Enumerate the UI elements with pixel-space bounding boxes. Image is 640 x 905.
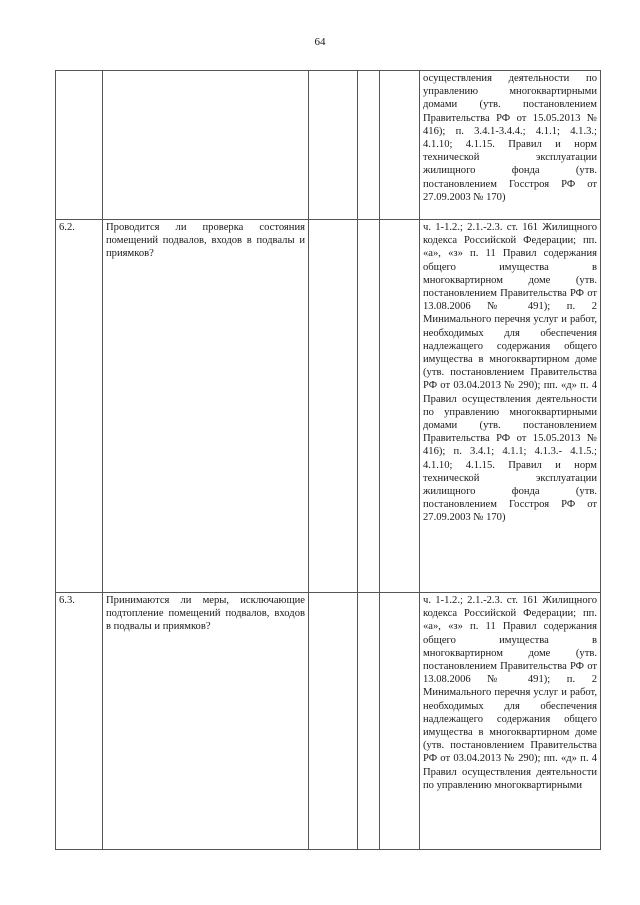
answer-no-cell	[358, 71, 380, 220]
table-row	[56, 593, 601, 850]
answer-na-cell	[380, 593, 420, 850]
answer-yes-cell	[309, 220, 358, 593]
checklist-table	[55, 70, 601, 850]
answer-yes-cell	[309, 71, 358, 220]
answer-na-cell	[380, 220, 420, 593]
legal-reference-cell: ч. 1-1.2.; 2.1.-2.3. ст. 161 Жилищного кодекса Российской Федерации; пп. «а», «з» п. 11 Правил содержания общего имущества в многоквартирном доме (утв. постановлением Правительства РФ от 13.08.2006 № 491); п. 2 Минимального перечня услуг и работ, необходимых для обеспечения надлежащего содержания общего имущества в многоквартирном доме (утв. постановлением Правительства РФ от 03.04.2013 № 290); пп. «д» п. 4 Правил осуществления деятельности по управлению многоквартирными домами (утв. постановлением Правительства РФ от 15.05.2013 № 416); п. 3.4.1; 4.1.1; 4.1.3.- 4.1.5.; 4.1.10; 4.1.15. Правил и норм технической эксплуатации жилищного фонда (утв. постановлением Госстроя РФ от 27.09.2003 № 170)	[420, 220, 601, 593]
answer-no-cell	[358, 593, 380, 850]
legal-reference-cell: осуществления деятельности по управлению многоквартирными домами (утв. постановлением Правительства РФ от 15.05.2013 № 416); п. 3.4.1-3.4.4.; 4.1.1; 4.1.3.; 4.1.10; 4.1.15. Правил и норм технической эксплуатации жилищного фонда (утв. постановлением Госстроя РФ от 27.09.2003 № 170)	[420, 71, 601, 220]
answer-na-cell	[380, 71, 420, 220]
page-number: 64	[314, 36, 326, 48]
table-row	[56, 71, 601, 220]
legal-reference-cell: ч. 1-1.2.; 2.1.-2.3. ст. 161 Жилищного кодекса Российской Федерации; пп. «а», «з» п. 11 Правил содержания общего имущества в многоквартирном доме (утв. постановлением Правительства РФ от 13.08.2006 № 491); п. 2 Минимального перечня услуг и работ, необходимых для обеспечения надлежащего содержания общего имущества в многоквартирном доме (утв. постановлением Правительства РФ от 03.04.2013 № 290); пп. «д» п. 4 Правил осуществления деятельности по управлению многоквартирными	[420, 593, 601, 850]
answer-no-cell	[358, 220, 380, 593]
table-row	[56, 220, 601, 593]
answer-yes-cell	[309, 593, 358, 850]
question-cell: Принимаются ли меры, исключающие подтопление помещений подвалов, входов в подвалы и приямков?	[103, 593, 309, 850]
question-cell	[103, 71, 309, 220]
item-number-cell	[56, 71, 103, 220]
question-cell: Проводится ли проверка состояния помещений подвалов, входов в подвалы и приямков?	[103, 220, 309, 593]
item-number-cell: 6.3.	[56, 593, 103, 850]
item-number-cell: 6.2.	[56, 220, 103, 593]
